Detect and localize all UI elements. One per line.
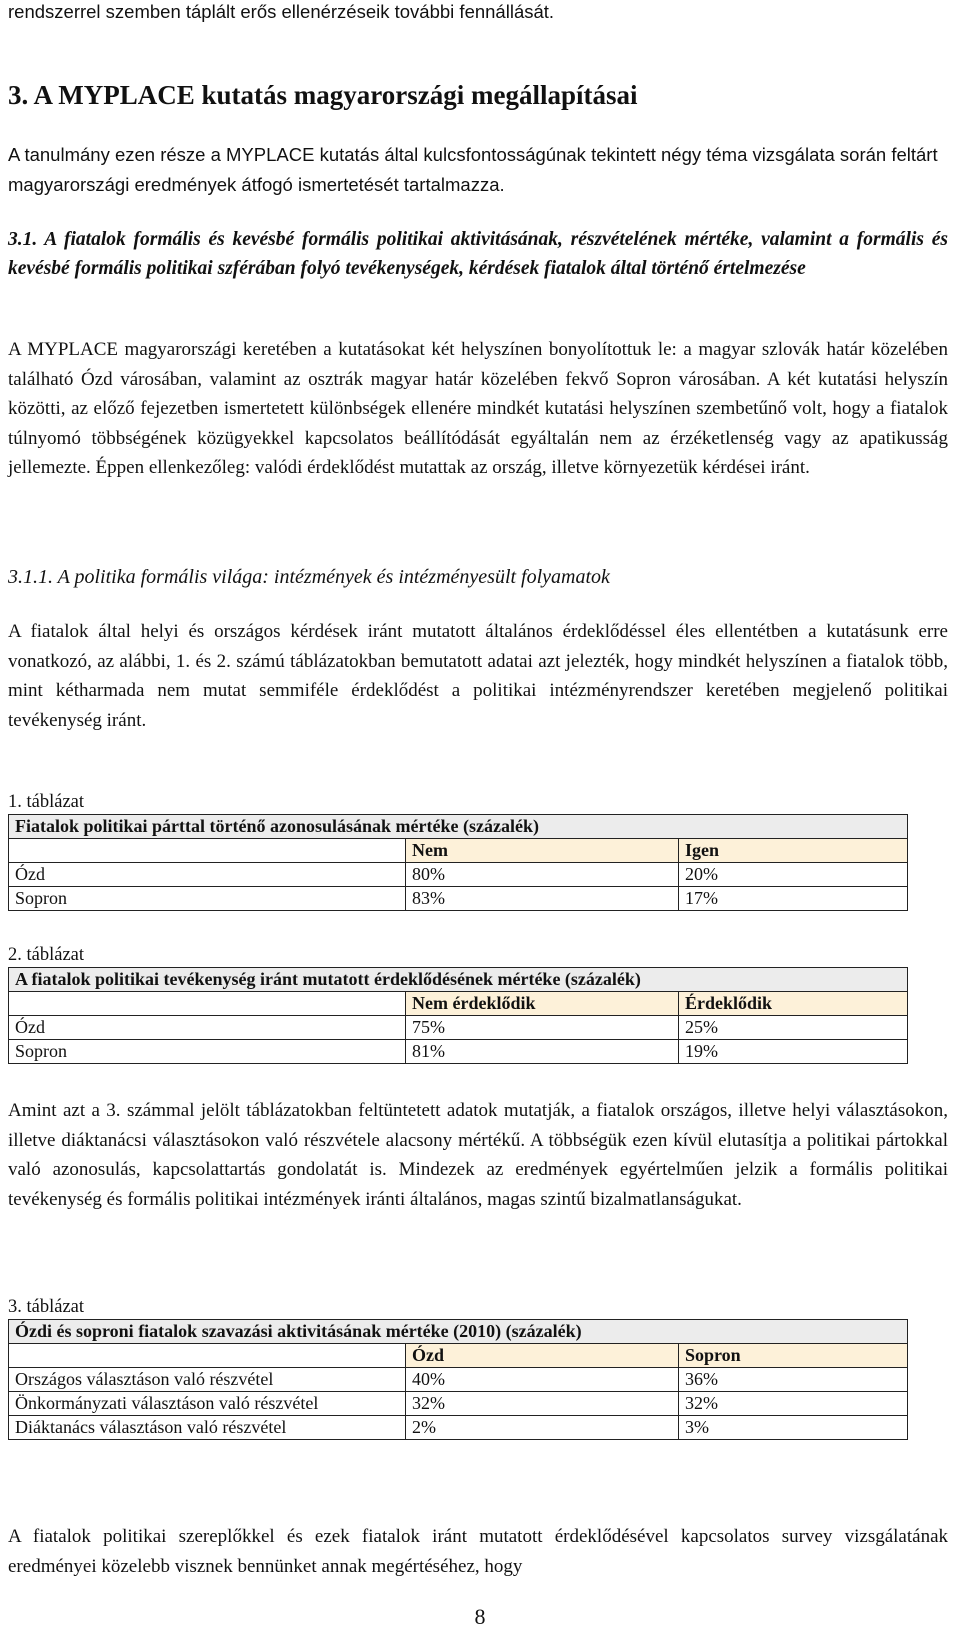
table-1-block xyxy=(8,790,948,911)
table-header-cell xyxy=(9,992,406,1016)
section-3-1-1-paragraph: A fiatalok által helyi és országos kérdések iránt mutatott általános érdeklődéssel éles ellentétben a kutatásunk erre vonatkozó, az alábbi, 1. és 2. számú táblázatokban bemutatott adatai azt jelezték, hogy mindkét helyszínen a fiatalok több, mint kétharmada nem mutat semmiféle érdeklődést a politikai intézményrendszer keretében megjelenő politikai tevékenység iránt. xyxy=(8,621,948,731)
table-cell: 36% xyxy=(679,1368,908,1392)
table-row xyxy=(9,1416,908,1440)
table-cell: 83% xyxy=(406,887,679,911)
table-row xyxy=(9,968,908,992)
final-paragraph-text: A fiatalok politikai szereplőkkel és ezek fiatalok iránt mutatott érdeklődésével kapcsolatos survey vizsgálatának eredményei közelebb visznek bennünket annak megértéséhez, hogy xyxy=(8,1526,948,1577)
section-3 xyxy=(8,78,948,112)
paragraph-after-table-2-text: Amint azt a 3. számmal jelölt táblázatokban feltüntetett adatok mutatják, a fiatalok országos, illetve helyi választásokon, illetve diáktanácsi választásokon való részvétele alacsony mértékű. A többségük ezen kívül elutasítja a politikai pártokkal való azonosulás, kapcsolattartás gondolatát is. Mindezek az eredmények egyértelműen jelzik a formális politikai tevékenység és formális politikai intézmények iránti általános, magas szintű bizalmatlanságukat. xyxy=(8,1100,948,1210)
table-row xyxy=(9,887,908,911)
section-3-1-heading: 3.1. A fiatalok formális és kevésbé formális politikai aktivitásának, részvételének mértéke, valamint a formális és kevésbé formális politikai szférában folyó tevékenységek, kérdések fiatalok által történő értelmezése xyxy=(8,229,948,279)
table-cell: 17% xyxy=(679,887,908,911)
table-cell: Ózd xyxy=(9,1016,406,1040)
table-row xyxy=(9,1392,908,1416)
table-header-cell: Nem érdeklődik xyxy=(406,992,679,1016)
table-row xyxy=(9,1320,908,1344)
section-3-1-1-body xyxy=(8,617,948,735)
section-3-1-paragraph: A MYPLACE magyarországi keretében a kutatásokat két helyszínen bonyolítottuk le: a magyar szlovák határ közelében található Ózd városában, valamint az osztrák magyar határ közelében fekvő Sopron városában. A két kutatási helyszín közötti, az előző fejezetben ismertetett különbségek ellenére mindkét kutatási helyszínen szembetűnő volt, hogy a fiatalok túlnyomó többségének közügyekkel kapcsolatos beállítódását egyáltalán nem az érzéketlenség vagy az apatikusság jellemezte. Éppen ellenkezőleg: valódi érdeklődést mutattak az ország, illetve környezetük kérdései iránt. xyxy=(8,339,948,478)
intro-tail xyxy=(8,0,948,24)
table-2-label: 2. táblázat xyxy=(8,945,85,965)
final-paragraph xyxy=(8,1522,948,1581)
table-row xyxy=(9,1368,908,1392)
table-cell: Önkormányzati választáson való részvétel xyxy=(9,1392,406,1416)
table-row xyxy=(9,863,908,887)
table-cell: 32% xyxy=(679,1392,908,1416)
table-cell: 25% xyxy=(679,1016,908,1040)
section-3-1-body xyxy=(8,335,948,483)
table-row xyxy=(9,1344,908,1368)
section-3-1-1 xyxy=(8,563,948,592)
section-3-1-1-heading: 3.1.1. A politika formális világa: intézmények és intézményesült folyamatok xyxy=(8,566,610,588)
table-title: Fiatalok politikai párttal történő azonosulásának mértéke (százalék) xyxy=(9,815,908,839)
table-header-cell xyxy=(9,839,406,863)
table-cell: Sopron xyxy=(9,887,406,911)
paragraph-after-table-2 xyxy=(8,1096,948,1214)
table-row xyxy=(9,815,908,839)
section-3-intro-text: A tanulmány ezen része a MYPLACE kutatás által kulcsfontosságúnak tekintett négy téma vizsgálata során feltárt magyarországi eredmények átfogó ismertetését tartalmazza. xyxy=(8,144,938,195)
table-title: A fiatalok politikai tevékenység iránt mutatott érdeklődésének mértéke (százalék) xyxy=(9,968,908,992)
table-header-cell: Igen xyxy=(679,839,908,863)
table-header-cell xyxy=(9,1344,406,1368)
section-3-heading: 3. A MYPLACE kutatás magyarországi megállapításai xyxy=(8,80,638,110)
table-row xyxy=(9,839,908,863)
table-2-block xyxy=(8,943,948,1064)
table-cell: 80% xyxy=(406,863,679,887)
page-number: 8 xyxy=(474,1604,486,1629)
table-header-cell: Érdeklődik xyxy=(679,992,908,1016)
table-cell: Országos választáson való részvétel xyxy=(9,1368,406,1392)
table-cell: Ózd xyxy=(9,863,406,887)
table-cell: 32% xyxy=(406,1392,679,1416)
table-3-block xyxy=(8,1295,948,1440)
table-header-cell: Nem xyxy=(406,839,679,863)
table-cell: Sopron xyxy=(9,1040,406,1064)
table-cell: 20% xyxy=(679,863,908,887)
table-cell: 19% xyxy=(679,1040,908,1064)
table-cell: 81% xyxy=(406,1040,679,1064)
table-header-cell: Sopron xyxy=(679,1344,908,1368)
table-1 xyxy=(8,814,908,911)
table-cell: Diáktanács választáson való részvétel xyxy=(9,1416,406,1440)
table-2 xyxy=(8,967,908,1064)
section-3-1 xyxy=(8,225,948,283)
table-title: Ózdi és soproni fiatalok szavazási aktivitásának mértéke (2010) (százalék) xyxy=(9,1320,908,1344)
table-3 xyxy=(8,1319,908,1440)
table-row xyxy=(9,1016,908,1040)
table-cell: 40% xyxy=(406,1368,679,1392)
table-cell: 2% xyxy=(406,1416,679,1440)
table-cell: 75% xyxy=(406,1016,679,1040)
table-row xyxy=(9,992,908,1016)
table-row xyxy=(9,1040,908,1064)
table-1-label: 1. táblázat xyxy=(8,792,85,812)
table-cell: 3% xyxy=(679,1416,908,1440)
intro-tail-text: rendszerrel szemben táplált erős ellenérzéseik további fennállását. xyxy=(8,1,555,22)
table-header-cell: Ózd xyxy=(406,1344,679,1368)
section-3-intro xyxy=(8,140,948,199)
table-3-label: 3. táblázat xyxy=(8,1297,85,1317)
